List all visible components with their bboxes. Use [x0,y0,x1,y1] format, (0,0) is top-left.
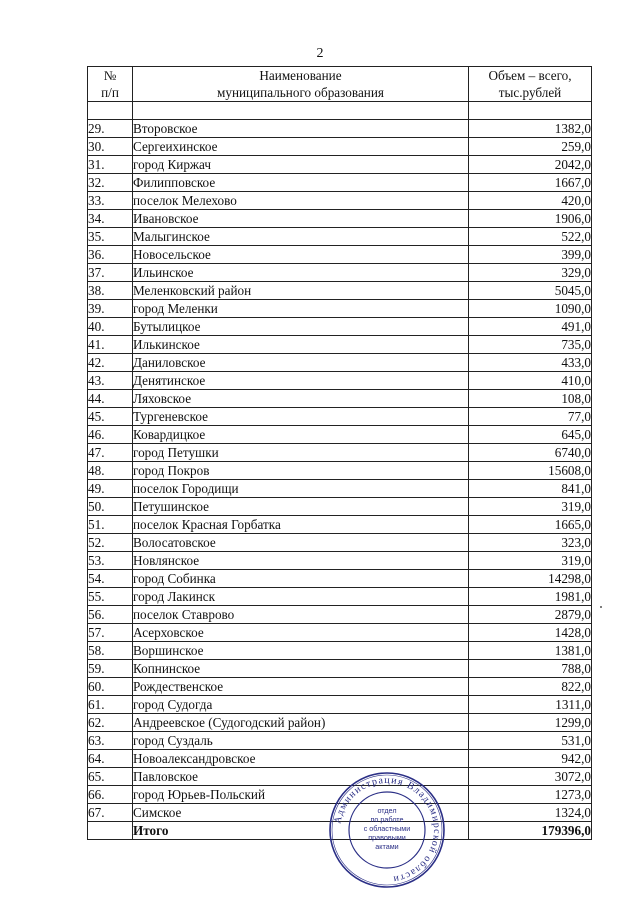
row-volume: 1665,0 [469,516,592,534]
row-volume: 2042,0 [469,156,592,174]
row-number: 48. [88,462,133,480]
row-volume: 531,0 [469,732,592,750]
row-number: 56. [88,606,133,624]
table-row [88,390,592,408]
row-number: 49. [88,480,133,498]
table-row [88,606,592,624]
row-municipality-name: Симское [133,804,469,822]
row-number: 29. [88,120,133,138]
table-row [88,750,592,768]
row-municipality-name: поселок Городищи [133,480,469,498]
row-number: 44. [88,390,133,408]
table-row [88,120,592,138]
row-municipality-name: город Суздаль [133,732,469,750]
row-volume: 420,0 [469,192,592,210]
row-municipality-name: город Собинка [133,570,469,588]
row-number: 63. [88,732,133,750]
table-row [88,408,592,426]
stamp-line-3: с областными [363,824,411,833]
row-number: 60. [88,678,133,696]
row-municipality-name: Даниловское [133,354,469,372]
row-volume: 1273,0 [469,786,592,804]
stamp-line-4: правовыми [368,833,406,842]
row-municipality-name: Малыгинское [133,228,469,246]
row-number: 55. [88,588,133,606]
row-number: 31. [88,156,133,174]
row-volume: 735,0 [469,336,592,354]
table-row [88,570,592,588]
municipal-funding-table [87,66,592,840]
row-municipality-name: Сергеихинское [133,138,469,156]
row-number: 30. [88,138,133,156]
row-volume: 1428,0 [469,624,592,642]
row-municipality-name: Тургеневское [133,408,469,426]
table-row [88,246,592,264]
row-volume: 410,0 [469,372,592,390]
row-number: 64. [88,750,133,768]
row-volume: 3072,0 [469,768,592,786]
table-row [88,498,592,516]
stamp-line-5: актами [375,842,399,851]
table-row [88,318,592,336]
row-volume: 1906,0 [469,210,592,228]
table-row [88,732,592,750]
row-municipality-name: поселок Ставрово [133,606,469,624]
table-row [88,228,592,246]
row-number: 57. [88,624,133,642]
table-row [88,372,592,390]
row-volume: 323,0 [469,534,592,552]
row-number: 39. [88,300,133,318]
row-number: 58. [88,642,133,660]
table-row [88,210,592,228]
row-municipality-name: Волосатовское [133,534,469,552]
scan-speck [600,606,602,608]
table-row [88,174,592,192]
table-row [88,282,592,300]
row-municipality-name: город Меленки [133,300,469,318]
row-number: 47. [88,444,133,462]
table-row [88,138,592,156]
table-row [88,264,592,282]
table-row [88,696,592,714]
row-volume: 108,0 [469,390,592,408]
row-number: 35. [88,228,133,246]
total-volume: 179396,0 [469,822,592,840]
page-number: 2 [316,46,324,61]
header-num-line1: № [103,68,117,83]
row-number: 46. [88,426,133,444]
row-number: 61. [88,696,133,714]
row-volume: 1381,0 [469,642,592,660]
header-name [133,67,469,102]
row-municipality-name: город Покров [133,462,469,480]
row-volume: 5045,0 [469,282,592,300]
table-row [88,552,592,570]
row-number: 59. [88,660,133,678]
row-volume: 259,0 [469,138,592,156]
row-number: 67. [88,804,133,822]
table-row [88,300,592,318]
row-number: 40. [88,318,133,336]
row-number: 38. [88,282,133,300]
row-municipality-name: Ильинское [133,264,469,282]
row-volume: 942,0 [469,750,592,768]
row-municipality-name: Меленковский район [133,282,469,300]
row-municipality-name: Андреевское (Судогодский район) [133,714,469,732]
row-municipality-name: город Петушки [133,444,469,462]
stamp-line-1: отдел [377,806,397,815]
row-volume: 522,0 [469,228,592,246]
row-municipality-name: Ляховское [133,390,469,408]
row-volume: 329,0 [469,264,592,282]
row-municipality-name: город Киржач [133,156,469,174]
row-municipality-name: Филипповское [133,174,469,192]
row-number: 34. [88,210,133,228]
row-volume: 433,0 [469,354,592,372]
row-volume: 841,0 [469,480,592,498]
row-number: 43. [88,372,133,390]
total-label: Итого [133,822,469,840]
stamp-line-2: по работе [370,815,404,824]
row-municipality-name: поселок Красная Горбатка [133,516,469,534]
row-volume: 1981,0 [469,588,592,606]
table-row [88,660,592,678]
row-number: 36. [88,246,133,264]
row-volume: 1090,0 [469,300,592,318]
row-municipality-name: город Судогда [133,696,469,714]
table-row [88,624,592,642]
header-volume [469,67,592,102]
row-municipality-name: Илькинское [133,336,469,354]
row-number: 42. [88,354,133,372]
row-volume: 319,0 [469,552,592,570]
row-volume: 319,0 [469,498,592,516]
row-municipality-name: Воршинское [133,642,469,660]
row-number: 33. [88,192,133,210]
row-number: 53. [88,552,133,570]
header-name-line2: муниципального образования [217,85,384,100]
row-volume: 6740,0 [469,444,592,462]
table-row [88,678,592,696]
table-row [88,192,592,210]
row-volume: 77,0 [469,408,592,426]
row-volume: 14298,0 [469,570,592,588]
header-num [88,67,133,102]
header-spacer-row [88,102,592,120]
row-number: 65. [88,768,133,786]
header-volume-line2: тыс.рублей [498,85,562,100]
row-municipality-name: Новосельское [133,246,469,264]
row-municipality-name: Рождественское [133,678,469,696]
header-num-line2: п/п [101,85,119,100]
row-municipality-name: Бутылицкое [133,318,469,336]
table-row [88,516,592,534]
row-municipality-name: Ивановское [133,210,469,228]
header-volume-line1: Объем – всего, [488,68,572,83]
row-volume: 1299,0 [469,714,592,732]
row-volume: 822,0 [469,678,592,696]
row-number: 62. [88,714,133,732]
table-row [88,480,592,498]
row-municipality-name: Петушинское [133,498,469,516]
row-volume: 1324,0 [469,804,592,822]
total-empty-cell [88,822,133,840]
row-number: 32. [88,174,133,192]
row-volume: 1667,0 [469,174,592,192]
row-municipality-name: Второвское [133,120,469,138]
row-volume: 399,0 [469,246,592,264]
row-number: 50. [88,498,133,516]
row-number: 45. [88,408,133,426]
official-seal-stamp [327,770,447,890]
row-number: 41. [88,336,133,354]
row-volume: 645,0 [469,426,592,444]
row-municipality-name: Асерховское [133,624,469,642]
row-number: 54. [88,570,133,588]
row-volume: 1311,0 [469,696,592,714]
row-municipality-name: поселок Мелехово [133,192,469,210]
table-row [88,336,592,354]
row-municipality-name: Павловское [133,768,469,786]
row-number: 52. [88,534,133,552]
table-row [88,444,592,462]
row-municipality-name: город Лакинск [133,588,469,606]
table-row [88,354,592,372]
row-number: 66. [88,786,133,804]
table-row [88,426,592,444]
table-row [88,588,592,606]
table-row [88,462,592,480]
row-volume: 1382,0 [469,120,592,138]
row-municipality-name: город Юрьев-Польский [133,786,469,804]
row-volume: 491,0 [469,318,592,336]
row-number: 37. [88,264,133,282]
row-volume: 15608,0 [469,462,592,480]
table-row [88,156,592,174]
header-name-line1: Наименование [259,68,342,83]
row-municipality-name: Копнинское [133,660,469,678]
row-municipality-name: Ковардицкое [133,426,469,444]
row-municipality-name: Денятинское [133,372,469,390]
row-number: 51. [88,516,133,534]
table-row [88,534,592,552]
stamp-ring-text: Администрация Владимирской области [332,774,443,885]
row-volume: 2879,0 [469,606,592,624]
row-municipality-name: Новоалександровское [133,750,469,768]
table-row [88,714,592,732]
table-row [88,642,592,660]
row-volume: 788,0 [469,660,592,678]
row-municipality-name: Новлянское [133,552,469,570]
